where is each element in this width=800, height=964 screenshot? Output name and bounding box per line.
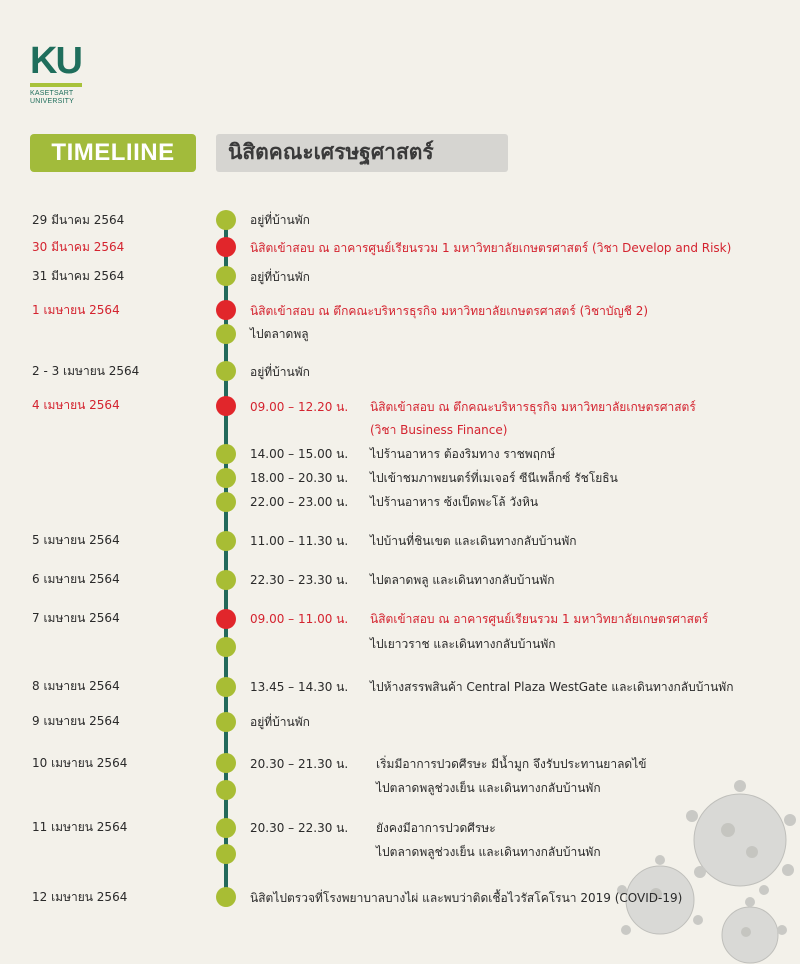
dot-red bbox=[216, 300, 236, 320]
dot-red bbox=[216, 609, 236, 629]
event-text: นิสิตเข้าสอบ ณ ตึกคณะบริหารธุรกิจ มหาวิทยาลัยเกษตรศาสตร์ (วิชาบัญชี 2) bbox=[250, 304, 649, 318]
date-31-mar: 31 มีนาคม 2564 bbox=[32, 269, 125, 283]
logo-line1: KASETSART bbox=[30, 90, 74, 97]
event-time: 22.00 – 23.00 น. bbox=[250, 495, 349, 509]
event-time: 09.00 – 12.20 น. bbox=[250, 400, 349, 414]
event-text: นิสิตไปตรวจที่โรงพยาบาลบางไผ่ และพบว่าติดเชื้อไวรัสโคโรนา 2019 (COVID-19) bbox=[250, 891, 683, 905]
date-5-apr: 5 เมษายน 2564 bbox=[32, 533, 120, 547]
date-6-apr: 6 เมษายน 2564 bbox=[32, 572, 120, 586]
event-text: ไปเยาวราช และเดินทางกลับบ้านพัก bbox=[370, 637, 556, 651]
dot-green bbox=[216, 677, 236, 697]
dot-green bbox=[216, 361, 236, 381]
event-time: 20.30 – 21.30 น. bbox=[250, 757, 349, 771]
dot-red bbox=[216, 396, 236, 416]
ku-logo bbox=[30, 42, 82, 106]
dot-red bbox=[216, 237, 236, 257]
dot-green bbox=[216, 637, 236, 657]
event-text: ไปร้านอาหาร ต้องริมทาง ราชพฤกษ์ bbox=[370, 447, 556, 461]
dot-green bbox=[216, 468, 236, 488]
timeline-badge: TIMELIINE bbox=[30, 134, 196, 172]
event-text: ไปตลาดพลูช่วงเย็น และเดินทางกลับบ้านพัก bbox=[376, 845, 601, 859]
date-11-apr: 11 เมษายน 2564 bbox=[32, 820, 128, 834]
logo-line2: UNIVERSITY bbox=[30, 98, 75, 105]
dot-green bbox=[216, 531, 236, 551]
event-time: 09.00 – 11.00 น. bbox=[250, 612, 349, 626]
dot-green bbox=[216, 570, 236, 590]
event-text: เริ่มมีอาการปวดศีรษะ มีน้ำมูก จึงรับประทานยาลดไข้ bbox=[376, 757, 647, 771]
event-text: นิสิตเข้าสอบ ณ อาคารศูนย์เรียนรวม 1 มหาวิทยาลัยเกษตรศาสตร์ (วิชา Develop and Risk) bbox=[250, 241, 732, 255]
event-text: (วิชา Business Finance) bbox=[370, 423, 508, 437]
event-time: 14.00 – 15.00 น. bbox=[250, 447, 349, 461]
date-8-apr: 8 เมษายน 2564 bbox=[32, 679, 120, 693]
event-time: 11.00 – 11.30 น. bbox=[250, 534, 349, 548]
event-text: ไปห้างสรรพสินค้า Central Plaza WestGate และเดินทางกลับบ้านพัก bbox=[370, 680, 734, 694]
event-text: อยู่ที่บ้านพัก bbox=[250, 213, 310, 227]
event-text: ไปตลาดพลู bbox=[250, 327, 309, 341]
event-text: ไปบ้านที่ชินเขต และเดินทางกลับบ้านพัก bbox=[370, 534, 577, 548]
dot-green bbox=[216, 492, 236, 512]
event-text: อยู่ที่บ้านพัก bbox=[250, 270, 310, 284]
event-time: 13.45 – 14.30 น. bbox=[250, 680, 349, 694]
date-12-apr: 12 เมษายน 2564 bbox=[32, 890, 128, 904]
date-2-3-apr: 2 - 3 เมษายน 2564 bbox=[32, 364, 140, 378]
date-4-apr: 4 เมษายน 2564 bbox=[32, 398, 120, 412]
event-text: ยังคงมีอาการปวดศีรษะ bbox=[376, 821, 496, 835]
dot-green bbox=[216, 444, 236, 464]
logo-mark: KU bbox=[30, 40, 81, 82]
event-text: ไปเข้าชมภาพยนตร์ที่เมเจอร์ ซีนีเพล็กซ์ รัชโยธิน bbox=[370, 471, 618, 485]
event-text: ไปร้านอาหาร ซ้งเป็ดพะโล้ วังหิน bbox=[370, 495, 539, 509]
dot-green bbox=[216, 210, 236, 230]
logo-bar bbox=[30, 83, 82, 87]
event-text: ไปตลาดพลูช่วงเย็น และเดินทางกลับบ้านพัก bbox=[376, 781, 601, 795]
dot-green bbox=[216, 818, 236, 838]
dot-green bbox=[216, 266, 236, 286]
page-title: นิสิตคณะเศรษฐศาสตร์ bbox=[216, 134, 508, 172]
virus-illustration bbox=[600, 760, 800, 964]
dot-green bbox=[216, 712, 236, 732]
dot-green bbox=[216, 780, 236, 800]
event-time: 22.30 – 23.30 น. bbox=[250, 573, 349, 587]
dot-green bbox=[216, 887, 236, 907]
event-text: นิสิตเข้าสอบ ณ อาคารศูนย์เรียนรวม 1 มหาวิทยาลัยเกษตรศาสตร์ bbox=[370, 612, 709, 626]
event-text: ไปตลาดพลู และเดินทางกลับบ้านพัก bbox=[370, 573, 555, 587]
date-10-apr: 10 เมษายน 2564 bbox=[32, 756, 128, 770]
date-30-mar: 30 มีนาคม 2564 bbox=[32, 240, 125, 254]
dot-green bbox=[216, 753, 236, 773]
event-text: อยู่ที่บ้านพัก bbox=[250, 365, 310, 379]
dot-green bbox=[216, 324, 236, 344]
date-9-apr: 9 เมษายน 2564 bbox=[32, 714, 120, 728]
event-time: 20.30 – 22.30 น. bbox=[250, 821, 349, 835]
date-29-mar: 29 มีนาคม 2564 bbox=[32, 213, 125, 227]
date-7-apr: 7 เมษายน 2564 bbox=[32, 611, 120, 625]
event-text: นิสิตเข้าสอบ ณ ตึกคณะบริหารธุรกิจ มหาวิทยาลัยเกษตรศาสตร์ bbox=[370, 400, 696, 414]
event-text: อยู่ที่บ้านพัก bbox=[250, 715, 310, 729]
event-time: 18.00 – 20.30 น. bbox=[250, 471, 349, 485]
dot-green bbox=[216, 844, 236, 864]
date-1-apr: 1 เมษายน 2564 bbox=[32, 303, 120, 317]
